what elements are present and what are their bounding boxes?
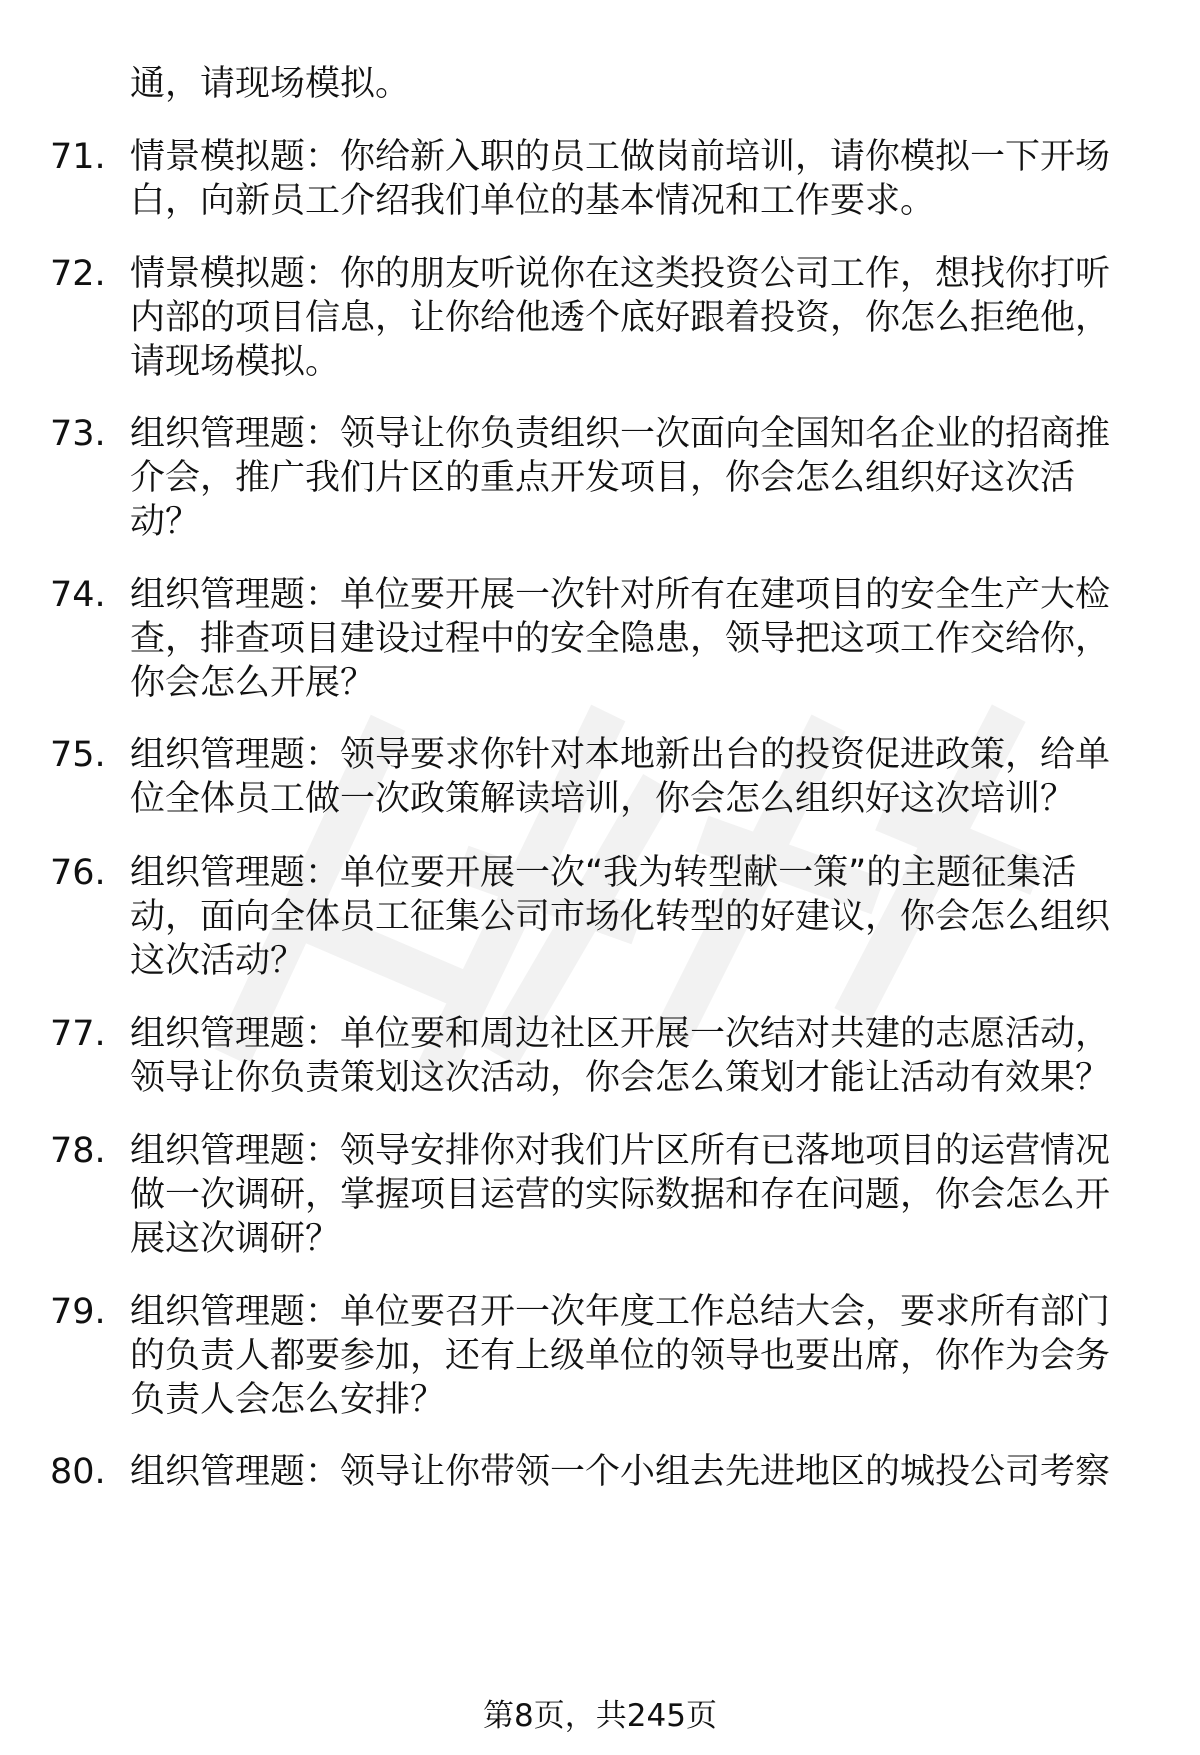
question-number: 76. — [50, 853, 106, 893]
question-text: 组织管理题：单位要开展一次“我为转型献一策”的主题征集活动，面向全体员工征集公司市场化转型的好建议，你会怎么组织这次活动？ — [130, 853, 1111, 981]
question-number: 73. — [50, 414, 106, 454]
question-text: 情景模拟题：你的朋友听说你在这类投资公司工作，想找你打听内部的项目信息，让你给他透个底好跟着投资，你怎么拒绝他，请现场模拟。 — [130, 254, 1111, 382]
question-text: 组织管理题：领导安排你对我们片区所有已落地项目的运营情况做一次调研，掌握项目运营的实际数据和存在问题，你会怎么开展这次调研？ — [130, 1131, 1111, 1259]
question-number: 77. — [50, 1014, 106, 1054]
question-text: 组织管理题：单位要召开一次年度工作总结大会，要求所有部门的负责人都要参加，还有上级单位的领导也要出席，你作为会务负责人会怎么安排？ — [130, 1292, 1111, 1420]
page-footer: 第8页，共245页 — [483, 1698, 717, 1734]
question-text: 组织管理题：领导要求你针对本地新出台的投资促进政策，给单位全体员工做一次政策解读培训，你会怎么组织好这次培训？ — [130, 735, 1111, 819]
question-number: 72. — [50, 254, 106, 294]
question-number: 78. — [50, 1131, 106, 1171]
question-number: 80. — [50, 1452, 106, 1492]
question-text: 组织管理题：单位要和周边社区开展一次结对共建的志愿活动，领导让你负责策划这次活动，你会怎么策划才能让活动有效果？ — [130, 1014, 1111, 1098]
question-number: 74. — [50, 575, 106, 615]
question-number: 71. — [50, 137, 106, 177]
question-text: 情景模拟题：你给新入职的员工做岗前培训，请你模拟一下开场白，向新员工介绍我们单位的基本情况和工作要求。 — [130, 137, 1111, 221]
question-number: 75. — [50, 735, 106, 775]
continuation-text: 通，请现场模拟。 — [130, 64, 411, 104]
question-text: 组织管理题：领导让你带领一个小组去先进地区的城投公司考察 — [130, 1452, 1111, 1492]
question-text: 组织管理题：单位要开展一次针对所有在建项目的安全生产大检查，排查项目建设过程中的安全隐患，领导把这项工作交给你，你会怎么开展？ — [130, 575, 1111, 703]
question-text: 组织管理题：领导让你负责组织一次面向全国知名企业的招商推介会，推广我们片区的重点开发项目，你会怎么组织好这次活动？ — [130, 414, 1111, 542]
question-number: 79. — [50, 1292, 106, 1332]
